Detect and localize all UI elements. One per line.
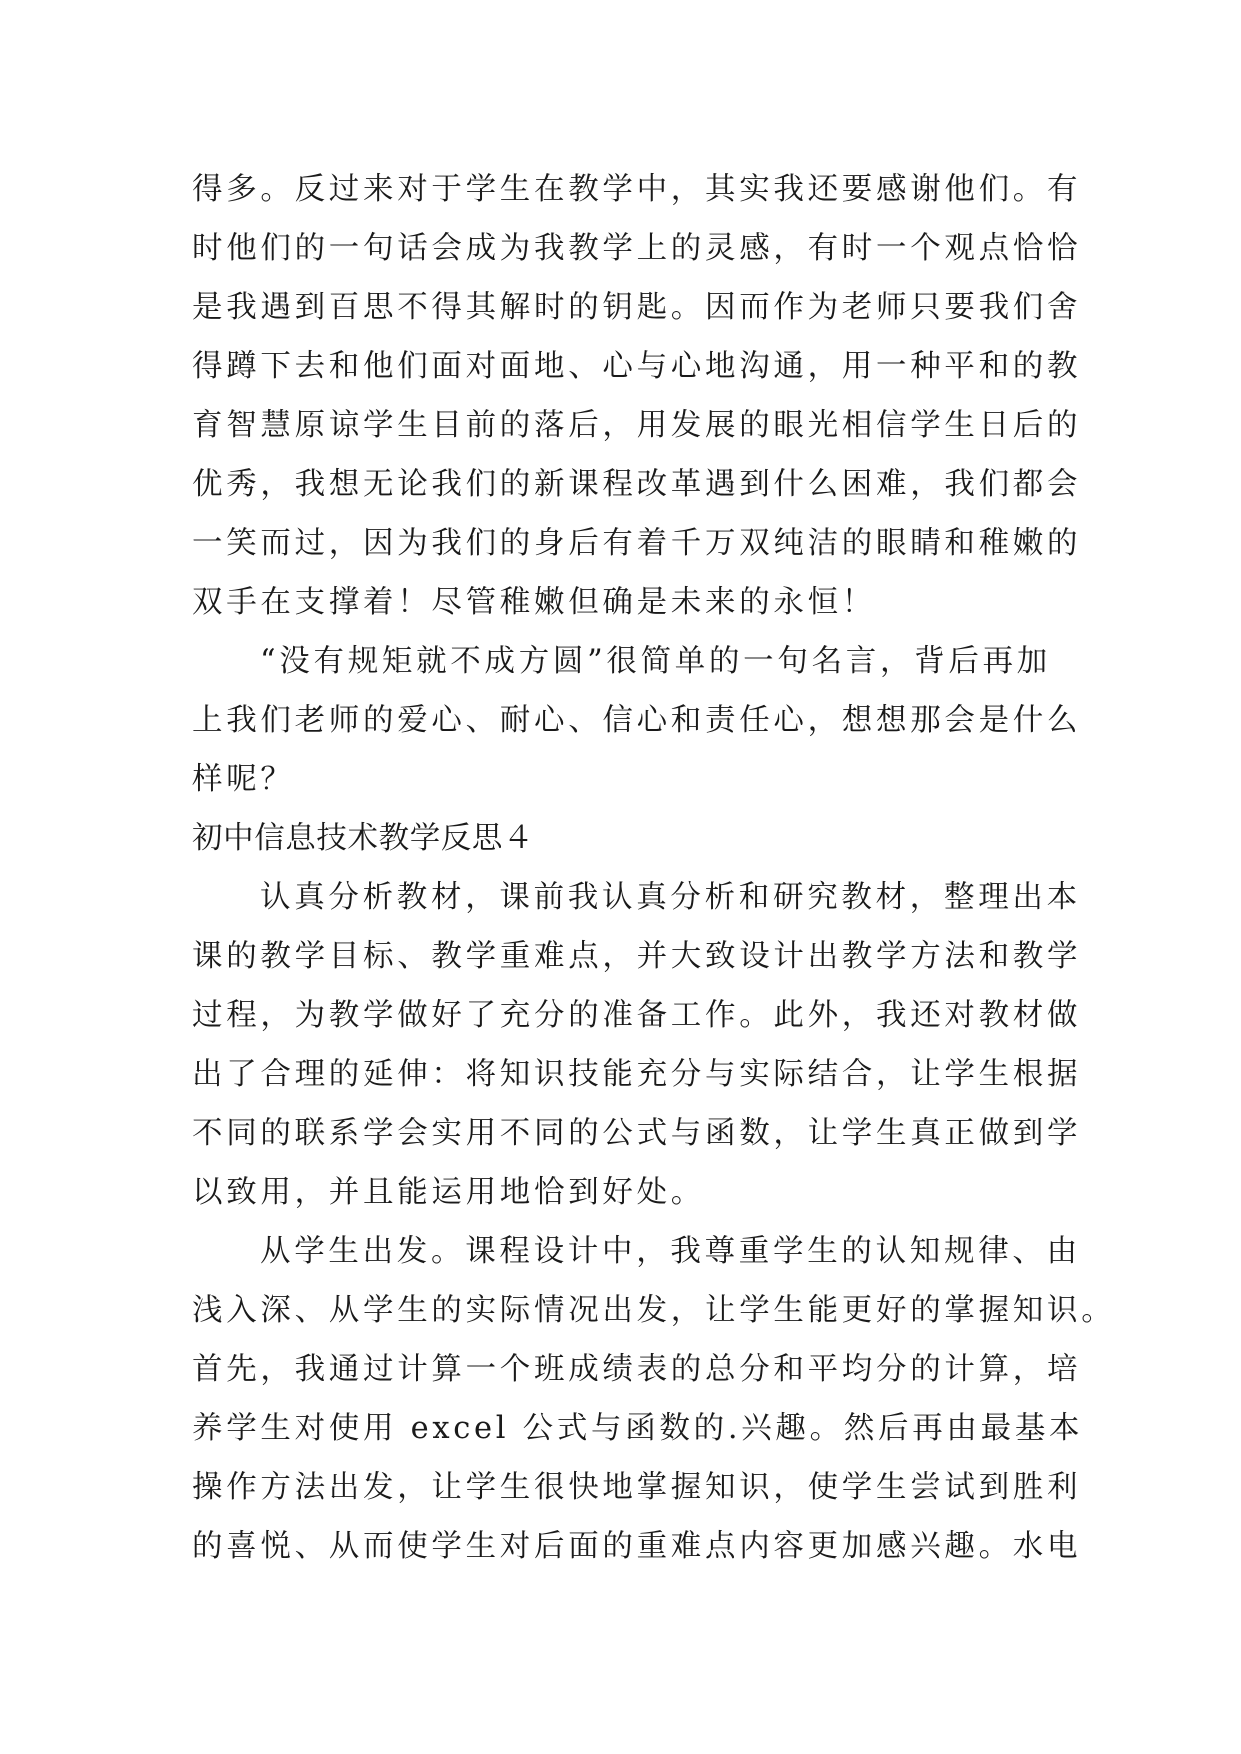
paragraph [192,632,1082,809]
text-line: 课的教学目标、教学重难点，并大致设计出教学方法和教学 [192,939,1082,974]
text-line: 一笑而过，因为我们的身后有着千万双纯洁的眼睛和稚嫩的 [192,526,1082,561]
text-line: 不同的联系学会实用不同的公式与函数，让学生真正做到学 [192,1116,1082,1151]
section-heading [192,809,1052,868]
text-line: 首先，我通过计算一个班成绩表的总分和平均分的计算，培 [192,1352,1082,1387]
text-line: 认真分析教材，课前我认真分析和研究教材，整理出本 [260,880,1081,915]
text-line: 浅入深、从学生的实际情况出发，让学生能更好的掌握知识。 [192,1293,1116,1328]
text-line: “没有规矩就不成方圆”很简单的一句名言，背后再加 [260,644,1051,679]
text-line: 的喜悦、从而使学生对后面的重难点内容更加感兴趣。水电 [192,1529,1082,1564]
text-line: 得多。反过来对于学生在教学中，其实我还要感谢他们。有 [192,172,1082,207]
text-line: 优秀，我想无论我们的新课程改革遇到什么困难，我们都会 [192,467,1082,502]
text-line: 以致用，并且能运用地恰到好处。 [192,1175,705,1210]
paragraph [192,1222,1116,1576]
text-line: 出了合理的延伸：将知识技能充分与实际结合，让学生根据 [192,1057,1082,1092]
text-line: 上我们老师的爱心、耐心、信心和责任心，想想那会是什么 [192,703,1082,738]
text-line: 是我遇到百思不得其解时的钥匙。因而作为老师只要我们舍 [192,290,1082,325]
text-line: 双手在支撑着！尽管稚嫩但确是未来的永恒！ [192,585,876,620]
text-line: 育智慧原谅学生目前的落后，用发展的眼光相信学生日后的 [192,408,1082,443]
text-line: 从学生出发。课程设计中，我尊重学生的认知规律、由 [260,1234,1081,1269]
text-line: 养学生对使用 excel 公式与函数的.兴趣。然后再由最基本 [192,1411,1084,1446]
paragraph [192,160,1082,632]
heading-text: 初中信息技术教学反思４ [192,821,535,856]
document-body [192,160,1116,1576]
text-line: 过程，为教学做好了充分的准备工作。此外，我还对教材做 [192,998,1082,1033]
text-line: 操作方法出发，让学生很快地掌握知识，使学生尝试到胜利 [192,1470,1082,1505]
text-line: 得蹲下去和他们面对面地、心与心地沟通，用一种平和的教 [192,349,1082,384]
paragraph [192,868,1082,1222]
text-line: 样呢？ [192,762,295,797]
text-line: 时他们的一句话会成为我教学上的灵感，有时一个观点恰恰 [192,231,1082,266]
